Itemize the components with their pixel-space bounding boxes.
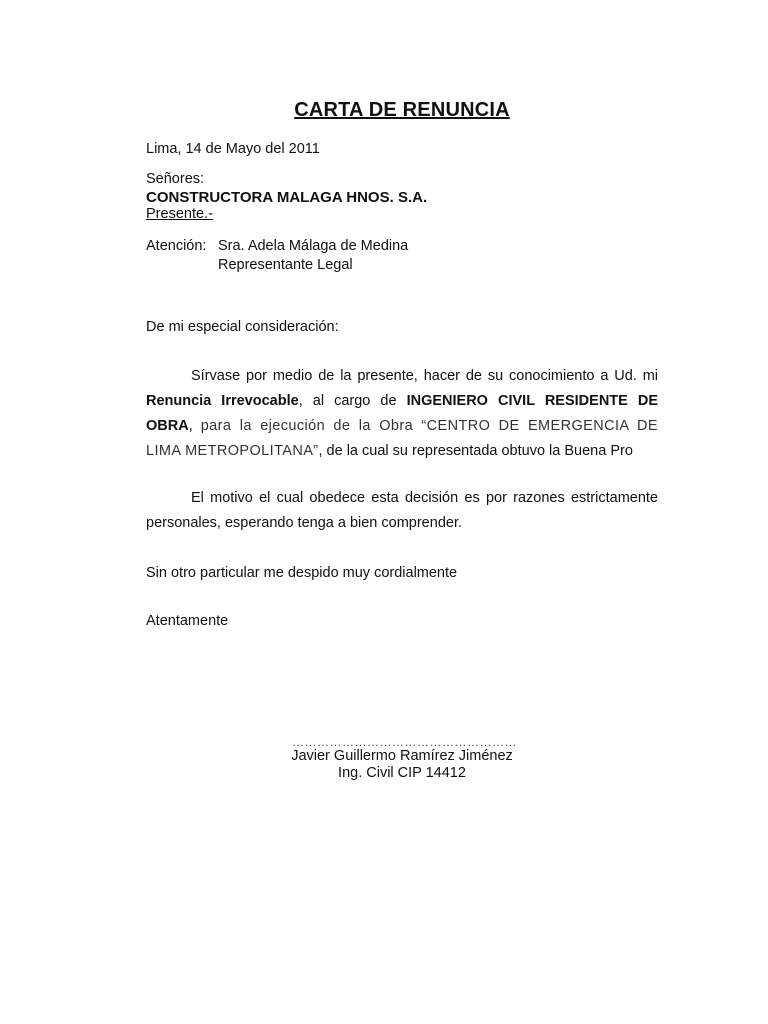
place-date: Lima, 14 de Mayo del 2011 (146, 141, 320, 157)
attention-label: Atención: (146, 238, 207, 254)
signature-line: ……………………………………………… (292, 735, 517, 749)
atentamente: Atentamente (146, 613, 229, 629)
attention-role: Representante Legal (218, 257, 353, 273)
presente-label: Presente.- (146, 206, 213, 222)
p1-text-3: , (188, 418, 201, 434)
p1-text-2: , al cargo de (298, 393, 407, 409)
company-name: CONSTRUCTORA MALAGA HNOS. S.A. (146, 189, 428, 206)
p1-renuncia: Renuncia Irrevocable (146, 393, 299, 409)
signer-title: Ing. Civil CIP 14412 (338, 765, 466, 781)
paragraph-1 (146, 364, 658, 464)
p1-cargo: INGENIERO CIVIL RESIDENTE DE OBRA (146, 393, 658, 434)
p1-obra: para la ejecución de la Obra “CENTRO DE EMERGENCIA DE LIMA METROPOLITANA” (146, 418, 658, 459)
p1-text-5: , de la cual su representada obtuvo la Buena Pro (318, 443, 633, 459)
attention-name: Sra. Adela Málaga de Medina (218, 238, 409, 254)
salutation-to: Señores: (146, 171, 205, 187)
letter-title: CARTA DE RENUNCIA (294, 99, 510, 121)
p1-text-1: Sírvase por medio de la presente, hacer de su conocimiento a Ud. mi (191, 368, 658, 384)
closing-line: Sin otro particular me despido muy cordialmente (146, 565, 458, 581)
signer-name: Javier Guillermo Ramírez Jiménez (291, 748, 513, 764)
paragraph-2: El motivo el cual obedece esta decisión es por razones estrictamente personales, esperando tenga a bien comprender. (146, 490, 658, 531)
greeting: De mi especial consideración: (146, 319, 339, 335)
